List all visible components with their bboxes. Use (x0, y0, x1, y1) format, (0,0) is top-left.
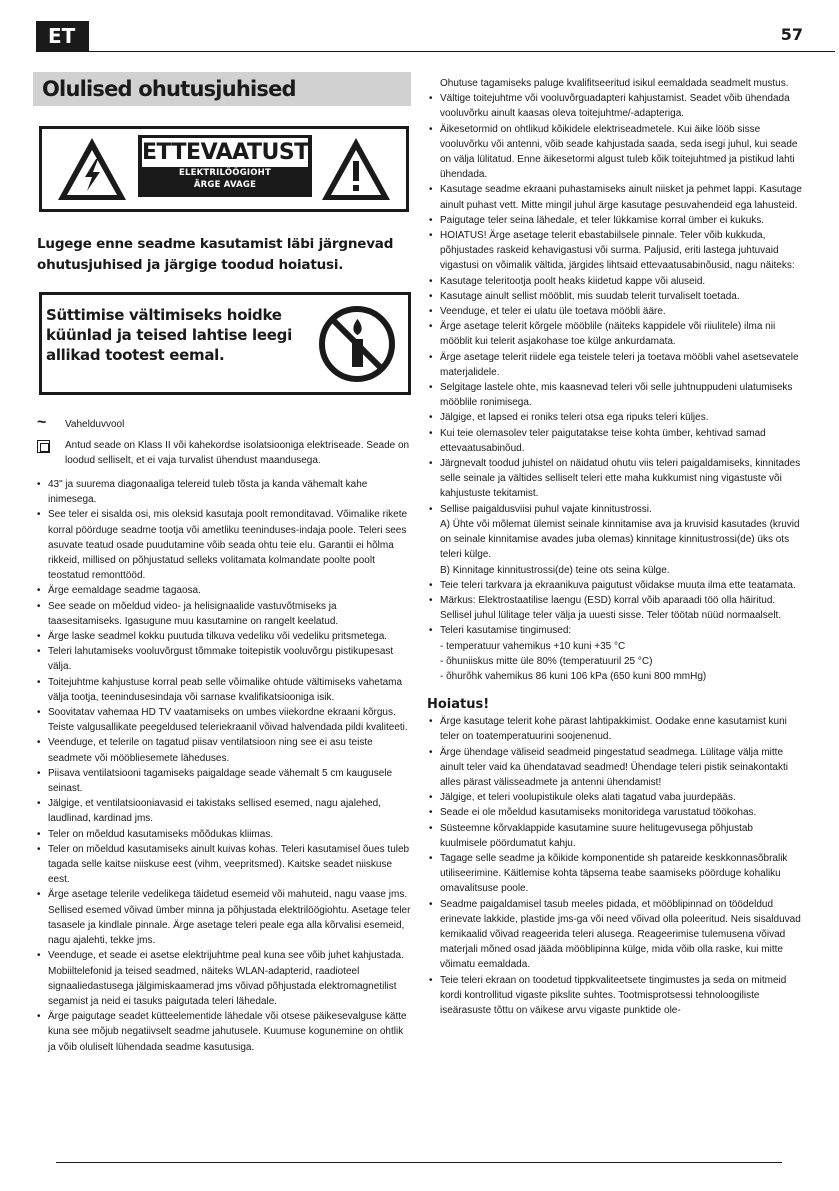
list-item: • Ärge asetage telerile vedelikega täidetud esemeid või mahuteid, nagu vaase jms. Sellised esemed võivad ümber minna ja põhjustada elektrilöögiohtu. Asetage teler tasasele ja kindlale pinnale. Ärge asetage teleri peale ega alla kõrvalisi esemeid, nagu ajalehti, tekke jms. (35, 887, 411, 948)
list-item: • HOIATUS! Ärge asetage telerit ebastabiilsele pinnale. Teler võib kukkuda, põhjustades raskeid kehavigastusi või surma. Paljusid, eriti lastega juhtuvaid vigastusi on võimalik vältida, järgides lihtsaid ettevaatusabinõusid, nagu näiteks: (427, 228, 802, 274)
list-item: • Ärge eemaldage seadme tagaosa. (35, 583, 411, 598)
caution-subtext: ÄRGE AVAGE (193, 180, 257, 190)
list-item: • Teleri lahutamiseks vooluvõrgust tõmmake toitepistik vooluvõrgu pistikupesast välja. (35, 644, 411, 674)
list-item: • Kasutage seadme ekraani puhastamiseks ainult niisket ja pehmet lappi. Kasutage ainult puhast vett. Mitte mingil juhul ärge kasutage pesuvahendeid ega lahusteid. (427, 182, 802, 212)
list-item: • Süsteemne kõrvaklappide kasutamine suure helitugevusega põhjustab kuulmisele pöördumatut kahju. (427, 821, 802, 851)
header-divider (36, 51, 835, 52)
fire-warning-box (39, 292, 411, 395)
caution-label (138, 135, 312, 197)
list-item: • See teler ei sisalda osi, mis oleksid kasutaja poolt remonditavad. Võimalike rikete korral pöörduge seadme tootja või ametliku teeninduses-indaja poole. Teleri sees asuvate teatud osade puudutamine võib seada ohtu teie elu. Garantii ei hõlma rikkeid, millised on põhjustatud selleks volitamata kolmandate poolte poolt teostatud remonttööd. (35, 507, 411, 583)
symbol-row (37, 438, 411, 468)
list-item: • Ärge asetage telerit kõrgele mööblile (näiteks kappidele või riiulitele) ilma nii mööblit kui telerit asjakohase toe külge ankurdamata. (427, 319, 802, 349)
list-item: • Teleri kasutamise tingimused: - temperatuur vahemikus +10 kuni +35 °C - õhuniiskus mitte üle 80% (temperatuuril 25 °C) - õhurõhk vahemikus 86 kuni 106 kPa (650 kuni 800 mmHg) (427, 623, 802, 684)
list-item: • Seadme paigaldamisel tasub meeles pidada, et mööblipinnad on töödeldud erinevate lakkide, plastide jms-ga või need võivad olla poleeritud. Neis sisalduvad kemikaalid võivad reageerida teleri alusega. Reageerimise tulemusena võivad materjali mõned osad jääda mööblipinna külge, mida võib olla raske, kui mitte võimatu eemaldada. (427, 897, 802, 973)
page-number: 57 (780, 25, 803, 44)
list-item: • Sellise paigaldusviisi puhul vajate kinnitustrossi. A) Ühte või mõlemat ülemist seinale kinnitamise ava ja kruvisid kasutades (kruvid on seinale kinnitamise avades juba olemas) kinnitage kinnitustrossi(de) üks ots teleri külge. B) Kinnitage kinnitustrossi(de) teine ots seina külge. (427, 502, 802, 578)
list-item: • Ärge ühendage väliseid seadmeid pingestatud seadmega. Lülitage välja mitte ainult teler vaid ka ühendatavad seadmed! Ühendage teleri pistik seinakontakti alles pärast välisseadmete ja antenni ühendamist! (427, 745, 802, 791)
list-item: • Paigutage teler seina lähedale, et teler lükkamise korral ümber ei kukuks. (427, 213, 802, 228)
no-candles-icon (318, 305, 396, 383)
language-badge: ET (36, 21, 89, 51)
list-item: • Vältige toitejuhtme või vooluvõrguadapteri kahjustamist. Seadet võib ühendada vooluvõrku ainult kaasas oleva toitejuhtme/-adapteriga. (427, 91, 802, 121)
symbol-row (37, 414, 411, 432)
list-item: • Veenduge, et seade ei asetse elektrijuhtme peal kuna see võib juhet kahjustada. Mobiiltelefonid ja teised seadmed, näiteks WLAN-adapterid, raadioteel signaaliedastusega jälgimiskaamerad jms võivad põhjustada elektromagnetilist segamist ja neid ei tasuks paigutada teleri lähedale. (35, 948, 411, 1009)
list-item: • Jälgige, et lapsed ei roniks teleri otsa ega ripuks teleri küljes. (427, 410, 802, 425)
section-title: Olulised ohutusjuhised (33, 72, 411, 106)
hoiatus-heading: Hoiatus! (427, 697, 490, 713)
list-item: • Ärge paigutage seadet kütteelementide lähedale või otsese päikesevalguse kätte kuna see mõjub negatiivselt seadme jahutusele. Kuumuse kogunemine on ohtlik ja võib oluliselt lühendada seadme kasutusiga. (35, 1009, 411, 1055)
list-item: • Veenduge, et teler ei ulatu üle toetava mööbli ääre. (427, 304, 802, 319)
caution-subtext: ELEKTRILÖÖGIOHT (179, 168, 271, 178)
exclamation-warning-icon (320, 135, 392, 203)
hoiatus-list (427, 714, 802, 1018)
list-item: • Jälgige, et ventilatsiooniavasid ei takistaks sellised esemed, nagu ajalehed, laudlinad, kardinad jms. (35, 796, 411, 826)
safety-list-right (427, 91, 802, 684)
fire-warning-text: Süttimise vältimiseks hoidke küünlad ja teised lahtise leegi allikad tootest eemal. (46, 306, 292, 364)
list-item: • Piisava ventilatsiooni tagamiseks paigaldage seade vähemalt 5 cm kaugusele seinast. (35, 766, 411, 796)
list-item: • Tagage selle seadme ja kõikide komponentide sh patareide keskkonnasõbralik utiliseerimine. Käitlemise kohta täpsema teabe saamiseks pöörduge kohaliku omavalitsuse poole. (427, 851, 802, 897)
list-item: • Teler on mõeldud kasutamiseks mõõdukas kliimas. (35, 827, 411, 842)
list-item: • Toitejuhtme kahjustuse korral peab selle võimalike ohtude vältimiseks vahetama välja tootja, teenindusesindaja või sarnase kvalifikatsiooniga isik. (35, 675, 411, 705)
symbol-description: Antud seade on Klass II või kahekordse isolatsiooniga elektriseade. Seade on loodud selliselt, et ei vaja turvalist ühendust maandusega. (65, 440, 410, 466)
list-item: • Veenduge, et telerile on tagatud piisav ventilatsioon ning see ei asu teiste seadmete või mööbliesemete läheduses. (35, 735, 411, 765)
list-item: • Teler on mõeldud kasutamiseks ainult kuivas kohas. Teleri kasutamisel õues tuleb tagada selle kaitse niiskuse eest (vihm, veepritsmed). Kaitske seadet niiskuse eest. (35, 842, 411, 888)
right-column (427, 76, 802, 1018)
caution-heading: ETTEVAATUST (142, 140, 309, 165)
list-item: • See seade on mõeldud video- ja helisignaalide vastuvõtmiseks ja taasesitamiseks. Igasugune muu kasutamine on rangelt keelatud. (35, 599, 411, 629)
list-item: • Äikesetormid on ohtlikud kõikidele elektriseadmetele. Kui äike lööb sisse vooluvõrku või antenni, võib seade kahjustada saada, seda isegi juhul, kui seade on välja lülitatud. Enne äikesetormi algust tuleb kõik toitejuhtmed ja pistikud lahti ühendada. (427, 122, 802, 183)
list-item: • Kasutage teleritootja poolt heaks kiidetud kappe või aluseid. (427, 274, 802, 289)
symbol-legend (37, 414, 411, 468)
list-item: • Järgnevalt toodud juhistel on näidatud ohutu viis teleri paigaldamiseks, kinnitades selle seinale ja vältides selliselt teleri ette maha kukkumist ning vigastuste või kahjustuste tekitamist. (427, 456, 802, 502)
list-item: • Seade ei ole mõeldud kasutamiseks monitoridega varustatud töökohas. (427, 805, 802, 820)
class-ii-double-insulation-icon (37, 440, 50, 453)
list-item: • Ärge kasutage telerit kohe pärast lahtipakkimist. Oodake enne kasutamist kuni teler on toatemperatuurini soojenenud. (427, 714, 802, 744)
left-column (33, 72, 411, 1055)
list-item: • Selgitage lastele ohte, mis kaasnevad teleri või selle juhtnuppudeni ulatumiseks mööblile ronimisega. (427, 380, 802, 410)
symbol-description: Vahelduvvool (65, 419, 125, 430)
intro-text: Lugege enne seadme kasutamist läbi järgnevad ohutusjuhised ja järgige toodud hoiatusi. (37, 236, 394, 273)
list-item: • Teie teleri tarkvara ja ekraanikuva paigutust võidakse muuta ilma ette teatamata. (427, 578, 802, 593)
list-item: • Kasutage ainult sellist mööblit, mis suudab telerit turvaliselt toetada. (427, 289, 802, 304)
list-item: • Ärge laske seadmel kokku puutuda tilkuva vedeliku või vedeliku pritsmetega. (35, 629, 411, 644)
list-item: • Jälgige, et teleri voolupistikule oleks alati tagatud vaba juurdepääs. (427, 790, 802, 805)
caution-banner (39, 126, 409, 212)
list-item: • Teie teleri ekraan on toodetud tippkvaliteetsete tingimustes ja seda on mitmeid kordi kontrollitud vigaste pikslite suhtes. Tootmisprotsessi tehnoloogiliste iseärasuste tõttu on väikese arvu vigaste punktide ole- (427, 973, 802, 1019)
list-item: • Kui teie olemasolev teler paigutatakse teise kohta ümber, kehtivad samad ettevaatusabinõud. (427, 426, 802, 456)
list-item: • Soovitatav vahemaa HD TV vaatamiseks on umbes viiekordne ekraani kõrgus. Teiste valgusallikate peegeldused teleriekraanil võivad halvendada pildi kvaliteeti. (35, 705, 411, 735)
list-item: • Märkus: Elektrostaatilise laengu (ESD) korral võib aparaadi töö olla häiritud. Sellisel juhul lülitage teler välja ja uuesti sisse. Teler töötab nüüd normaalselt. (427, 593, 802, 623)
list-item: • Ärge asetage telerit riidele ega teistele teleri ja toetava mööbli vahel asetsevatele materjalidele. (427, 350, 802, 380)
alternating-current-icon: ~ (37, 414, 47, 431)
electric-shock-warning-icon (56, 135, 128, 203)
safety-list-left (35, 477, 411, 1055)
continued-text: Ohutuse tagamiseks paluge kvalifitseeritud isikul eemaldada seadmelt mustus. (440, 78, 789, 89)
footer-divider (56, 1162, 782, 1163)
list-item: • 43" ja suurema diagonaaliga telereid tuleb tõsta ja kanda vähemalt kahe inimesega. (35, 477, 411, 507)
